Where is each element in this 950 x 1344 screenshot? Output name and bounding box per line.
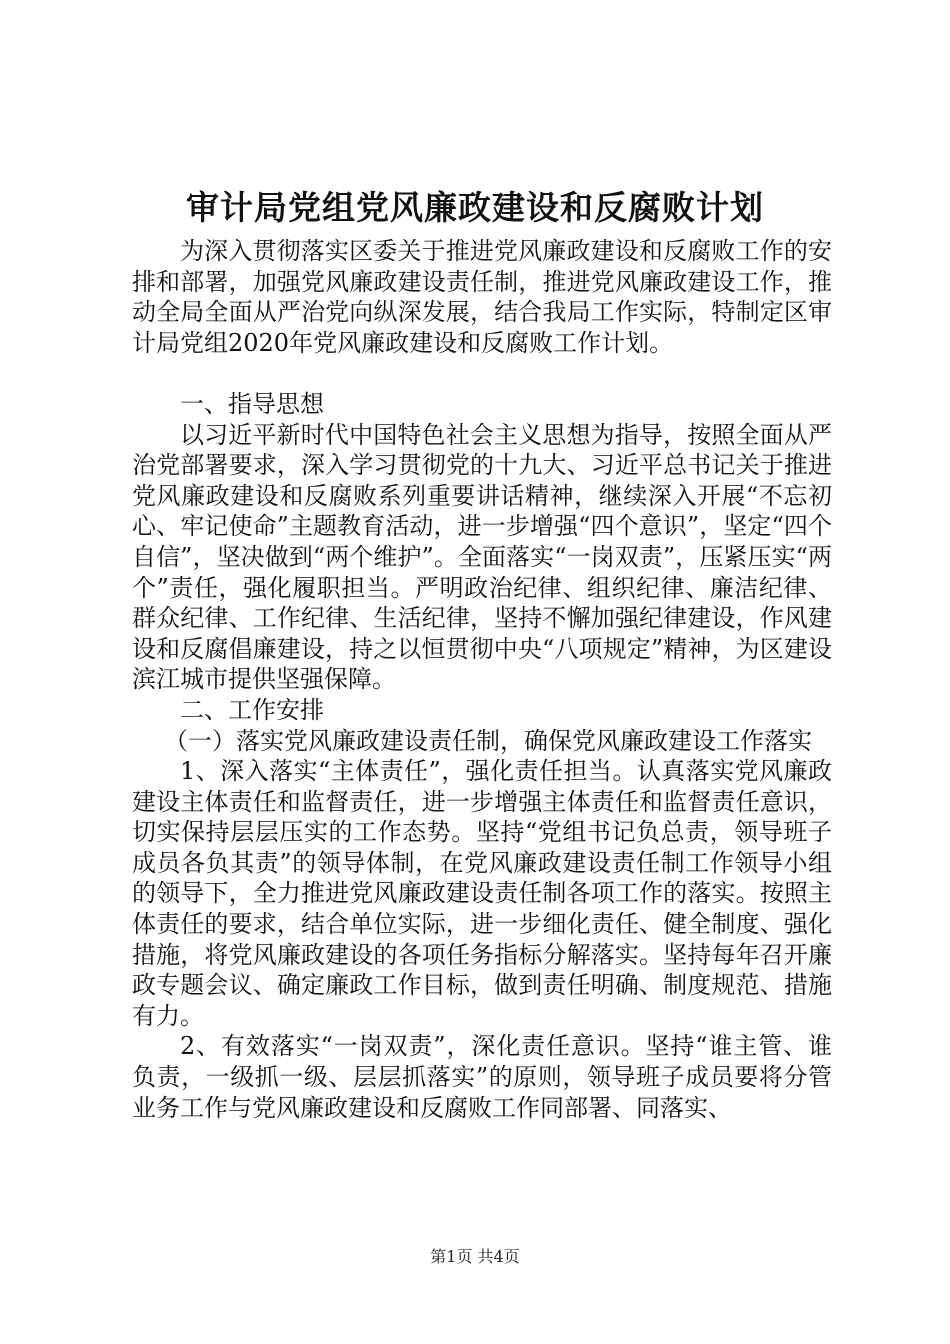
guiding-thought-paragraph: 以习近平新时代中国特色社会主义思想为指导，按照全面从严治党部署要求，深入学习贯彻党的十九大、习近平总书记关于推进党风廉政建设和反腐败系列重要讲话精神，继续深入开展“不忘初心、牢记使命”主题教育活动，进一步增强“四个意识”，坚定“四个自信”，坚决做到“两个维护”。全面落实“一岗双责”，压紧压实“两个”责任，强化履职担当。严明政治纪律、组织纪律、廉洁纪律、群众纪律、工作纪律、生活纪律，坚持不懈加强纪律建设，作风建设和反腐倡廉建设，持之以恒贯彻中央“八项规定”精神，为区建设滨江城市提供坚强保障。 [132, 420, 832, 694]
document-title: 审计局党组党风廉政建设和反腐败计划 [186, 188, 764, 227]
page-number-footer: 第1页 共4页 [430, 1247, 520, 1266]
intro-paragraph: 为深入贯彻落实区委关于推进党风廉政建设和反腐败工作的安排和部署，加强党风廉政建设责任制，推进党风廉政建设工作，推动全局全面从严治党向纵深发展，结合我局工作实际，特制定区审计局党组2020年党风廉政建设和反腐败工作计划。 [132, 237, 832, 357]
subsection-heading-1: （一）落实党风廉政建设责任制，确保党风廉政建设工作落实 [164, 726, 812, 755]
section-heading-work-arrangement: 二、工作安排 [180, 695, 324, 724]
section-heading-guiding-thought: 一、指导思想 [180, 389, 324, 418]
document-body [132, 236, 832, 1123]
item-2-paragraph: 2、有效落实“一岗双责”，深化责任意识。坚持“谁主管、谁负责，一级抓一级、层层抓落实”的原则，领导班子成员要将分管业务工作与党风廉政建设和反腐败工作同部署、同落实、 [132, 1032, 832, 1122]
paragraph-gap [132, 358, 832, 389]
item-1-paragraph: 1、深入落实“主体责任”，强化责任担当。认真落实党风廉政建设主体责任和监督责任，进一步增强主体责任和监督责任意识，切实保持层层压实的工作态势。坚持“党组书记负总责，领导班子成员各负其责”的领导体制，在党风廉政建设责任制工作领导小组的领导下，全力推进党风廉政建设责任制各项工作的落实。按照主体责任的要求，结合单位实际，进一步细化责任、健全制度、强化措施，将党风廉政建设的各项任务指标分解落实。坚持每年召开廉政专题会议、确定廉政工作目标，做到责任明确、制度规范、措施有力。 [132, 757, 832, 1030]
